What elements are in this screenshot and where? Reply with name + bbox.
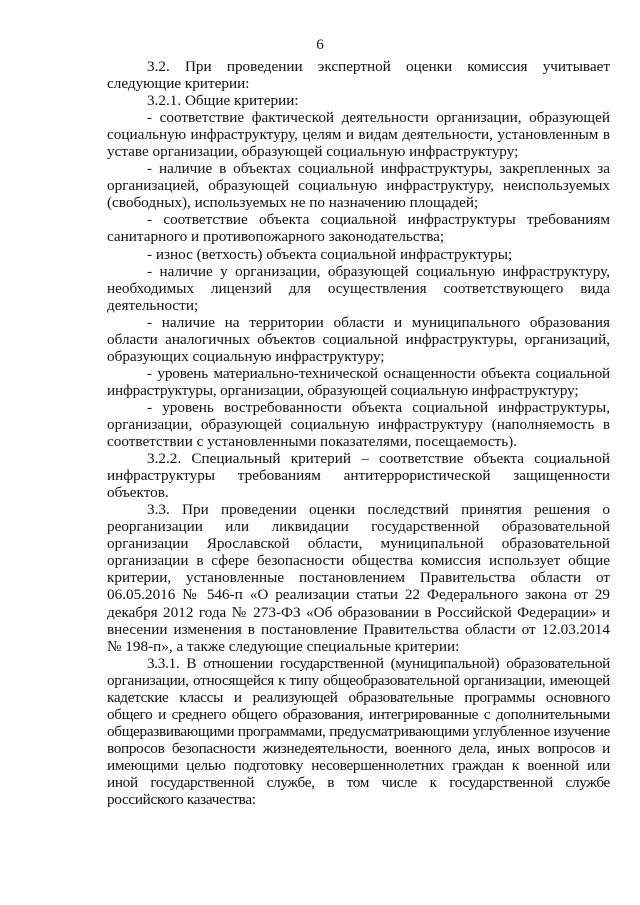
- paragraph-3-3-1: 3.3.1. В отношении государственной (муниципальной) образовательной организации, относящейся к типу общеобразовательной организации, имеющей кадетские классы и реализующей образовательные программы основного общего и среднего общего образования, интегрированные с дополнительными общеразвивающими программами, предусматривающими углубленное изучение вопросов безопасности жизнедеятельности, военного дела, иных вопросов и имеющими целью подготовку несовершеннолетних граждан к военной или иной государственной службе, в том числе к государственной службе российского казачества:: [107, 654, 610, 809]
- page-number: 6: [316, 37, 324, 53]
- criterion-activity-compliance: - соответствие фактической деятельности организации, образующей социальную инфраструктуру, целям и видам деятельности, установленным в уставе организации, образующей социальную инфраструктуру;: [107, 109, 610, 161]
- criterion-sanitary-fire-compliance: - соответствие объекта социальной инфраструктуры требованиям санитарного и противопожарного законодательства;: [107, 211, 610, 246]
- document-body: [107, 58, 610, 808]
- paragraph-3-3: 3.3. При проведении оценки последствий принятия решения о реорганизации или ликвидации государственной образовательной организации Ярославской области, муниципальной образовательной организации в сфере безопасности общества комиссия использует общие критерии, установленные постановлением Правительства области от 06.05.2016 № 546-п «О реализации статьи 22 Федерального закона от 29 декабря 2012 года № 273-ФЗ «Об образовании в Российской Федерации» и внесении изменения в постановление Правительства области от 12.03.2014 № 198-п», а также следующие специальные критерии:: [107, 501, 610, 655]
- criterion-equipment-level: - уровень материально-технической оснащенности объекта социальной инфраструктуры, организации, образующей социальную инфраструктуру;: [107, 364, 610, 399]
- paragraph-3-2: 3.2. При проведении экспертной оценки комиссия учитывает следующие критерии:: [107, 58, 610, 93]
- criterion-unused-areas: - наличие в объектах социальной инфраструктуры, закрепленных за организацией, образующей социальную инфраструктуру, неиспользуемых (свободных), используемых не по назначению площадей;: [107, 160, 610, 212]
- criterion-wear: - износ (ветхость) объекта социальной инфраструктуры;: [147, 245, 513, 263]
- paragraph-3-2-2: 3.2.2. Специальный критерий – соответствие объекта социальной инфраструктуры требованиям антитеррористической защищенности объектов.: [107, 450, 610, 502]
- criterion-licenses: - наличие у организации, образующей социальную инфраструктуру, необходимых лицензий для осуществления соответствующего вида деятельности;: [107, 262, 610, 314]
- criterion-analogous-objects: - наличие на территории области и муниципального образования области аналогичных объектов социальной инфраструктуры, организаций, образующих социальную инфраструктуру;: [107, 313, 610, 365]
- criterion-demand-level: - уровень востребованности объекта социальной инфраструктуры, организации, образующей социальную инфраструктуру (наполняемость в соответствии с установленными показателями, посещаемость).: [107, 398, 610, 451]
- paragraph-3-2-1-heading: 3.2.1. Общие критерии:: [147, 92, 299, 110]
